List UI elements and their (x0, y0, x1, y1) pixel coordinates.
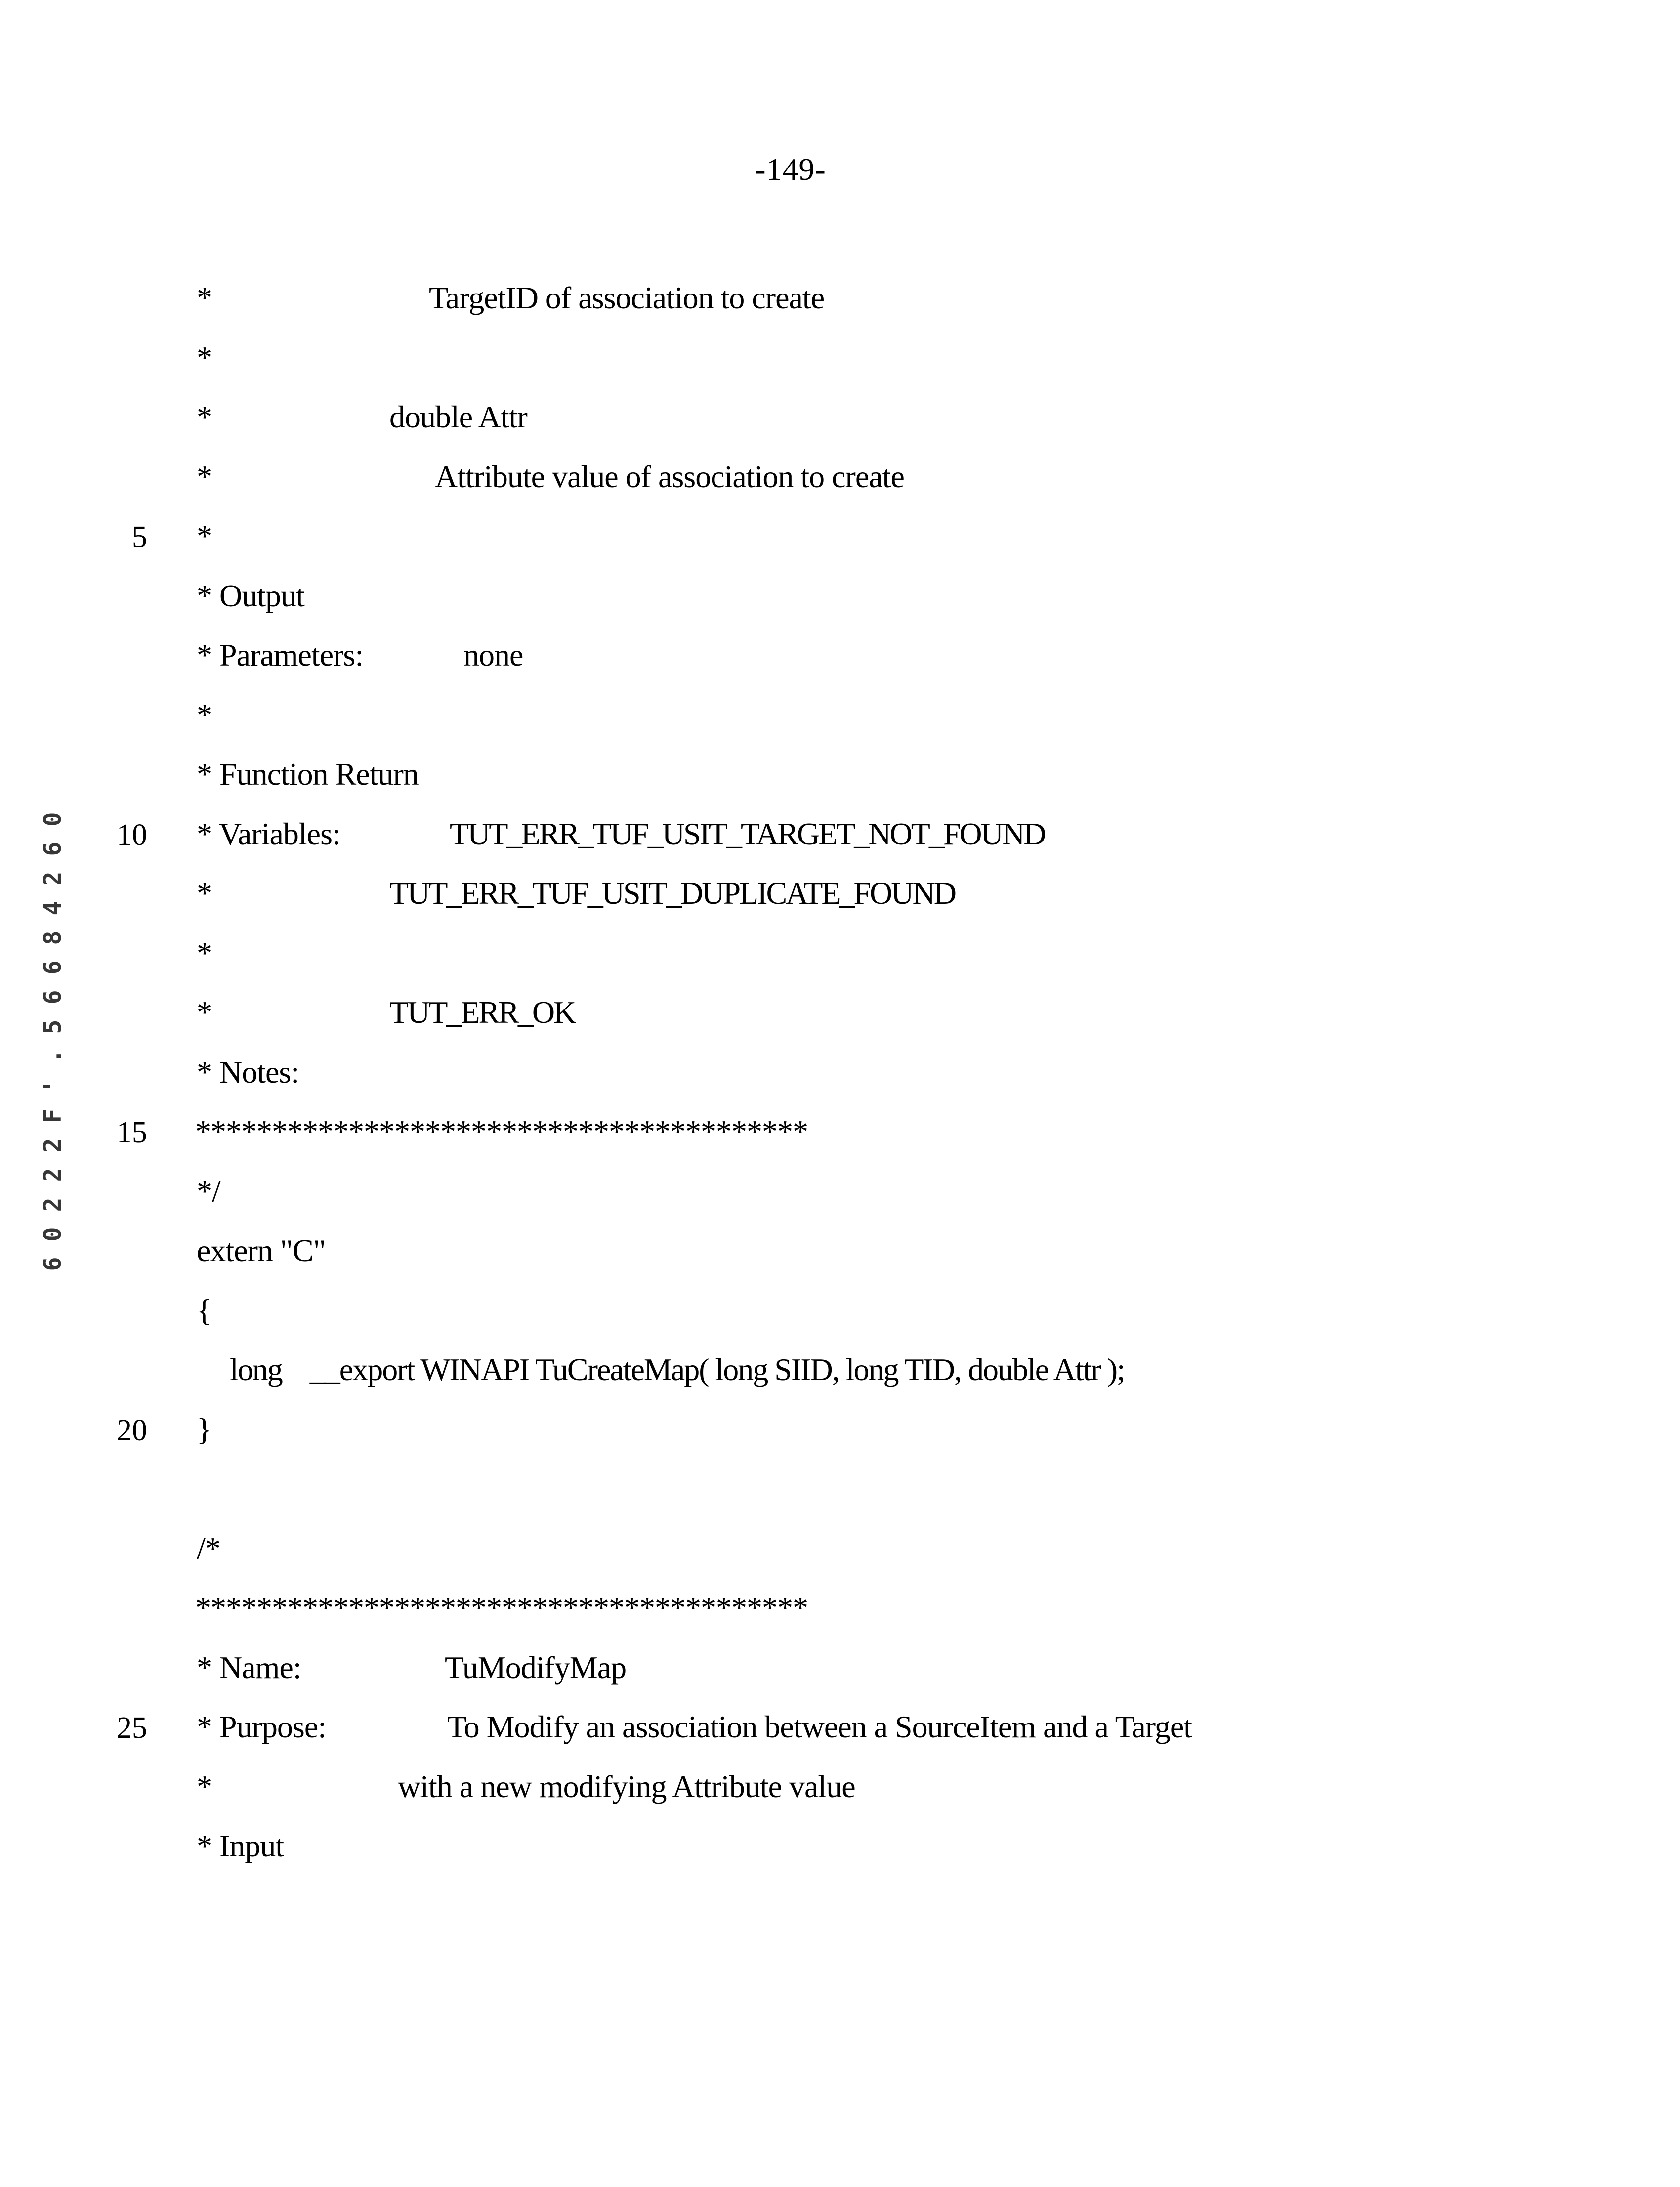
separator-line (0, 1113, 1680, 1168)
comment-line (0, 339, 1680, 394)
comment-open: /* (197, 1531, 220, 1566)
comment-star: * (197, 518, 212, 553)
error-constant: TUT_ERR_OK (389, 995, 575, 1030)
line-number-20: 20 (117, 1414, 147, 1447)
stamp-char: 2 (39, 1197, 67, 1212)
comment-star: * (197, 935, 212, 970)
close-brace: } (197, 1412, 211, 1447)
page-number: -149- (755, 152, 826, 187)
comment-star: * (197, 1769, 212, 1804)
comment-text: * Variables: (197, 816, 340, 851)
line-number-10: 10 (117, 818, 147, 852)
comment-text: * Parameters: (197, 637, 364, 673)
purpose-text: with a new modifying Attribute value (398, 1769, 855, 1804)
stamp-char: ' (39, 1079, 67, 1094)
comment-star: * (197, 459, 212, 494)
comment-star: * (197, 995, 212, 1030)
comment-line (0, 1828, 1680, 1882)
line-number-5: 5 (132, 520, 147, 554)
stamp-char: 6 (39, 841, 67, 856)
line-number-25: 25 (117, 1711, 147, 1745)
comment-text: TargetID of association to create (429, 280, 825, 315)
separator-line (0, 1590, 1680, 1644)
error-constant: TUT_ERR_TUF_USIT_TARGET_NOT_FOUND (450, 816, 1045, 851)
code-line (0, 1232, 1680, 1287)
comment-text: * Function Return (197, 757, 419, 792)
comment-star: * (197, 697, 212, 732)
comment-text: * Name: (197, 1650, 301, 1685)
comment-line (0, 875, 1680, 929)
comment-line (0, 935, 1680, 989)
open-brace: { (197, 1293, 211, 1328)
comment-text: * Input (197, 1828, 284, 1863)
error-constant: TUT_ERR_TUF_USIT_DUPLICATE_FOUND (389, 876, 955, 911)
comment-line (0, 697, 1680, 751)
comment-star: * (197, 340, 212, 375)
purpose-text: To Modify an association between a SourceItem and a Target (447, 1709, 1192, 1744)
stamp-char: 2 (39, 1168, 67, 1182)
comment-line (0, 399, 1680, 453)
stamp-char: 4 (39, 901, 67, 916)
comment-star: * (197, 280, 212, 315)
stamp-char: 0 (39, 1227, 67, 1242)
comment-line (0, 459, 1680, 513)
asterisk-row: **************************************** (195, 1114, 808, 1149)
comment-line (0, 1709, 1680, 1763)
asterisk-row: **************************************** (195, 1590, 808, 1625)
stamp-char: 2 (39, 871, 67, 886)
stamp-char: 2 (39, 1138, 67, 1153)
stamp-char: 6 (39, 1257, 67, 1271)
code-line (0, 1351, 1680, 1406)
comment-open-line (0, 1530, 1680, 1585)
code-line (0, 1292, 1680, 1346)
comment-line (0, 518, 1680, 572)
extern-c-declaration: extern "C" (197, 1233, 326, 1268)
stamp-char: 0 (39, 812, 67, 827)
comment-line (0, 578, 1680, 632)
comment-text: * Output (197, 578, 304, 613)
comment-line (0, 280, 1680, 334)
stamp-char: F (39, 1108, 67, 1123)
line-number-15: 15 (117, 1116, 147, 1149)
stamp-char: 5 (39, 1019, 67, 1034)
comment-line (0, 994, 1680, 1049)
comment-line (0, 816, 1680, 870)
stamp-char: 6 (39, 960, 67, 975)
comment-text: Attribute value of association to create (435, 459, 904, 494)
stamp-char: 6 (39, 990, 67, 1005)
stamp-char: . (39, 1049, 67, 1064)
comment-star: * (197, 876, 212, 911)
comment-line (0, 1054, 1680, 1108)
comment-star: * (197, 399, 212, 434)
comment-line (0, 1649, 1680, 1704)
comment-text: * Purpose: (197, 1709, 326, 1744)
code-line (0, 1411, 1680, 1466)
comment-close: */ (197, 1174, 220, 1209)
comment-text: double Attr (389, 399, 527, 434)
comment-line (0, 1768, 1680, 1823)
function-prototype: long __export WINAPI TuCreateMap( long SIID, long TID, double Attr ); (230, 1352, 1125, 1387)
comment-text: * Notes: (197, 1054, 299, 1090)
comment-value: none (463, 637, 523, 673)
comment-close-line (0, 1173, 1680, 1227)
comment-line (0, 756, 1680, 810)
stamp-char: 8 (39, 930, 67, 945)
function-name: TuModifyMap (445, 1650, 627, 1685)
comment-line (0, 637, 1680, 691)
